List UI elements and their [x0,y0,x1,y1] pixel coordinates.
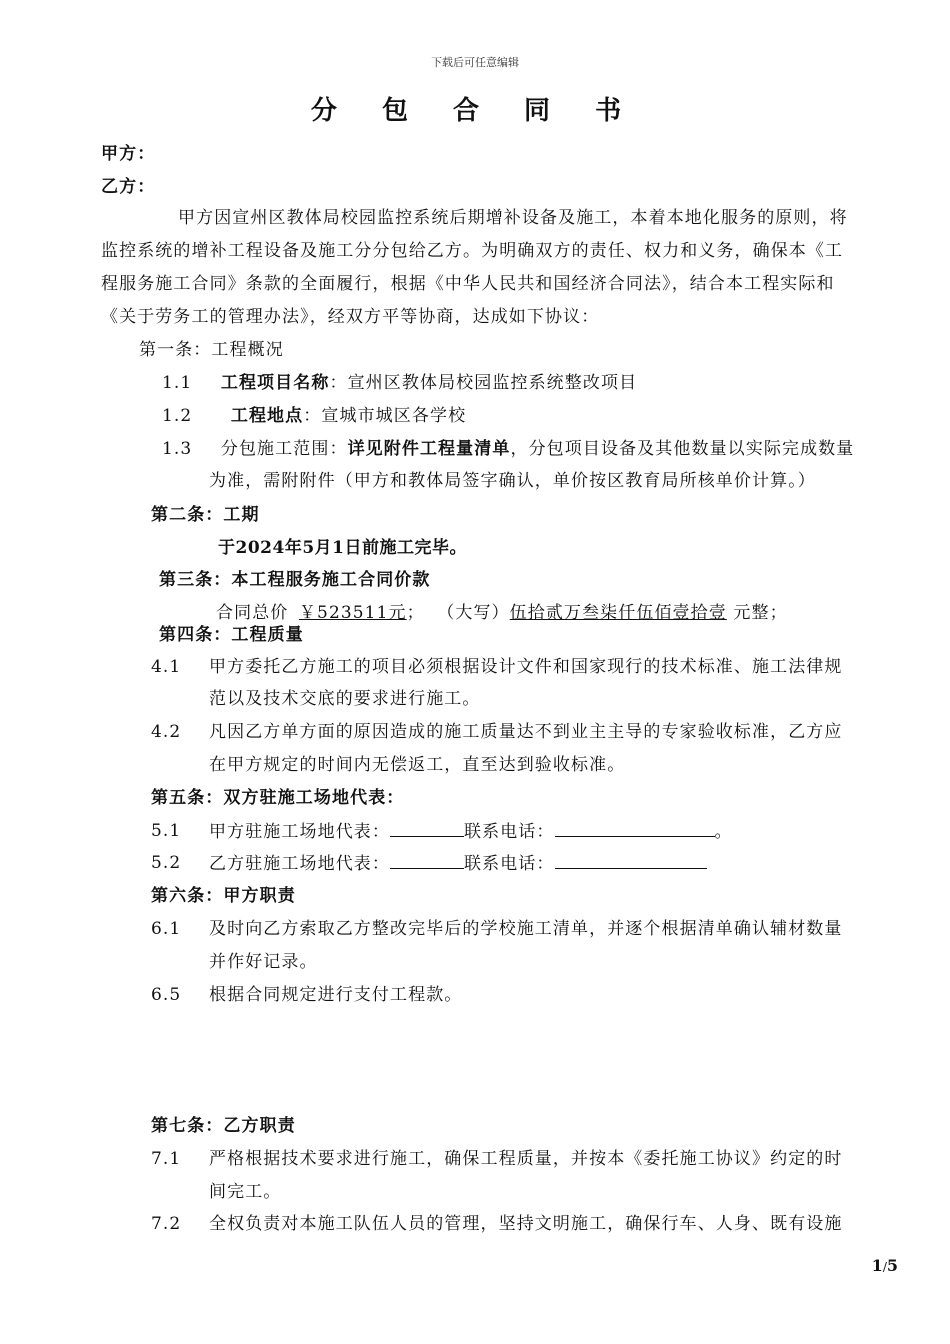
clause-number: 1.2 [162,406,193,426]
clause-4-1-line-1: 甲方委托乙方施工的项目必须根据设计文件和国家现行的技术标准、施工法律规 [209,657,843,677]
page-current: 1 [871,1256,883,1275]
clause-1-1 [162,372,637,394]
contract-price-line [216,602,788,624]
clause-value: ：宣州区教体局校园监控系统整改项目 [329,373,638,393]
clause-5-2 [209,852,707,875]
article-2-text: 于2024年5月1日前施工完毕。 [218,538,467,558]
article-3-heading: 第三条：本工程服务施工合同价款 [159,570,431,590]
phone-blank [555,852,707,869]
phone-label: 联系电话： [464,822,555,842]
clause-4-1-line-2: 范以及技术交底的要求进行施工。 [209,689,481,709]
clause-number: 1.3 [162,439,193,459]
clause-6-5-number: 6.5 [151,985,182,1005]
rep-name-blank [390,852,464,869]
clause-end: 。 [714,822,733,842]
clause-1-3 [162,438,854,460]
article-4-heading: 第四条：工程质量 [159,625,304,645]
clause-4-2-line-2: 在甲方规定的时间内无偿返工，直至达到验收标准。 [209,755,626,775]
rep-label: 甲方驻施工场地代表： [209,822,390,842]
clause-6-1-number: 6.1 [151,919,182,939]
clause-number: 1.1 [162,373,193,393]
clause-label: 分包施工范围： [220,439,348,459]
header-note: 下载后可任意编辑 [431,56,519,69]
clause-6-5-line-1: 根据合同规定进行支付工程款。 [209,985,463,1005]
clause-label: 工程地点 [230,406,304,426]
phone-label: 联系电话： [464,854,555,874]
clause-1-2 [162,405,466,427]
clause-4-1-number: 4.1 [151,657,182,677]
clause-5-1 [209,820,733,843]
clause-rest: ，分包项目设备及其他数量以实际完成数量 [510,439,855,459]
clause-4-2-line-1: 凡因乙方单方面的原因造成的施工质量达不到业主主导的专家验收标准，乙方应 [209,722,843,742]
price-caps-value: 伍拾贰万叁柒仟伍佰壹拾壹 [509,603,727,623]
clause-bold: 详见附件工程量清单 [347,439,511,459]
clause-7-2-line-1: 全权负责对本施工队伍人员的管理，坚持文明施工，确保行车、人身、既有设施 [209,1214,843,1234]
page-separator: / [882,1260,887,1274]
phone-blank [555,820,715,837]
intro-line-4: 《关于劳务工的管理办法》，经双方平等协商，达成如下协议： [101,307,600,327]
clause-6-1-line-1: 及时向乙方索取乙方整改完毕后的学校施工清单，并逐个根据清单确认辅材数量 [209,919,843,939]
clause-7-2-number: 7.2 [151,1214,182,1234]
intro-line-3: 程服务施工合同》条款的全面履行，根据《中华人民共和国经济合同法》，结合本工程实际和 [101,274,835,294]
clause-1-3-line-2: 为准，需附附件（甲方和教体局签字确认，单价按区教育局所核单价计算。） [209,471,816,491]
price-label: 合同总价 [216,603,289,623]
price-suffix: 元整； [733,603,788,623]
clause-6-1-line-2: 并作好记录。 [209,952,318,972]
page-number [872,1256,898,1275]
intro-line-2: 监控系统的增补工程设备及施工分分包给乙方。为明确双方的责任、权力和义务，确保本《工 [101,241,844,261]
clause-5-2-number: 5.2 [151,853,182,873]
party-a-label: 甲方： [101,144,156,164]
price-caps-label: （大写） [437,603,510,623]
clause-7-1-line-2: 间完工。 [209,1182,282,1202]
article-5-heading: 第五条：双方驻施工场地代表： [151,788,405,808]
rep-name-blank [390,820,464,837]
article-7-heading: 第七条：乙方职责 [151,1116,296,1136]
party-b-label: 乙方： [101,177,156,197]
clause-label: 工程项目名称 [220,373,330,393]
article-6-heading: 第六条：甲方职责 [151,886,296,906]
clause-7-1-line-1: 严格根据技术要求进行施工，确保工程质量，并按本《委托施工协议》约定的时 [209,1149,843,1169]
clause-value: ：宣城市城区各学校 [303,406,467,426]
clause-7-1-number: 7.1 [151,1149,182,1169]
page-title: 分 包 合 同 书 [310,96,640,126]
clause-5-1-number: 5.1 [151,821,182,841]
price-value: ￥523511元 [298,603,407,623]
clause-4-2-number: 4.2 [151,722,182,742]
price-separator: ； [406,603,425,623]
page-total: 5 [886,1256,898,1275]
article-1-heading: 第一条：工程概况 [139,340,284,360]
intro-line-1: 甲方因宣州区教体局校园监控系统后期增补设备及施工，本着本地化服务的原则，将 [178,208,848,228]
article-2-heading: 第二条：工期 [151,505,260,525]
rep-label: 乙方驻施工场地代表： [209,854,390,874]
